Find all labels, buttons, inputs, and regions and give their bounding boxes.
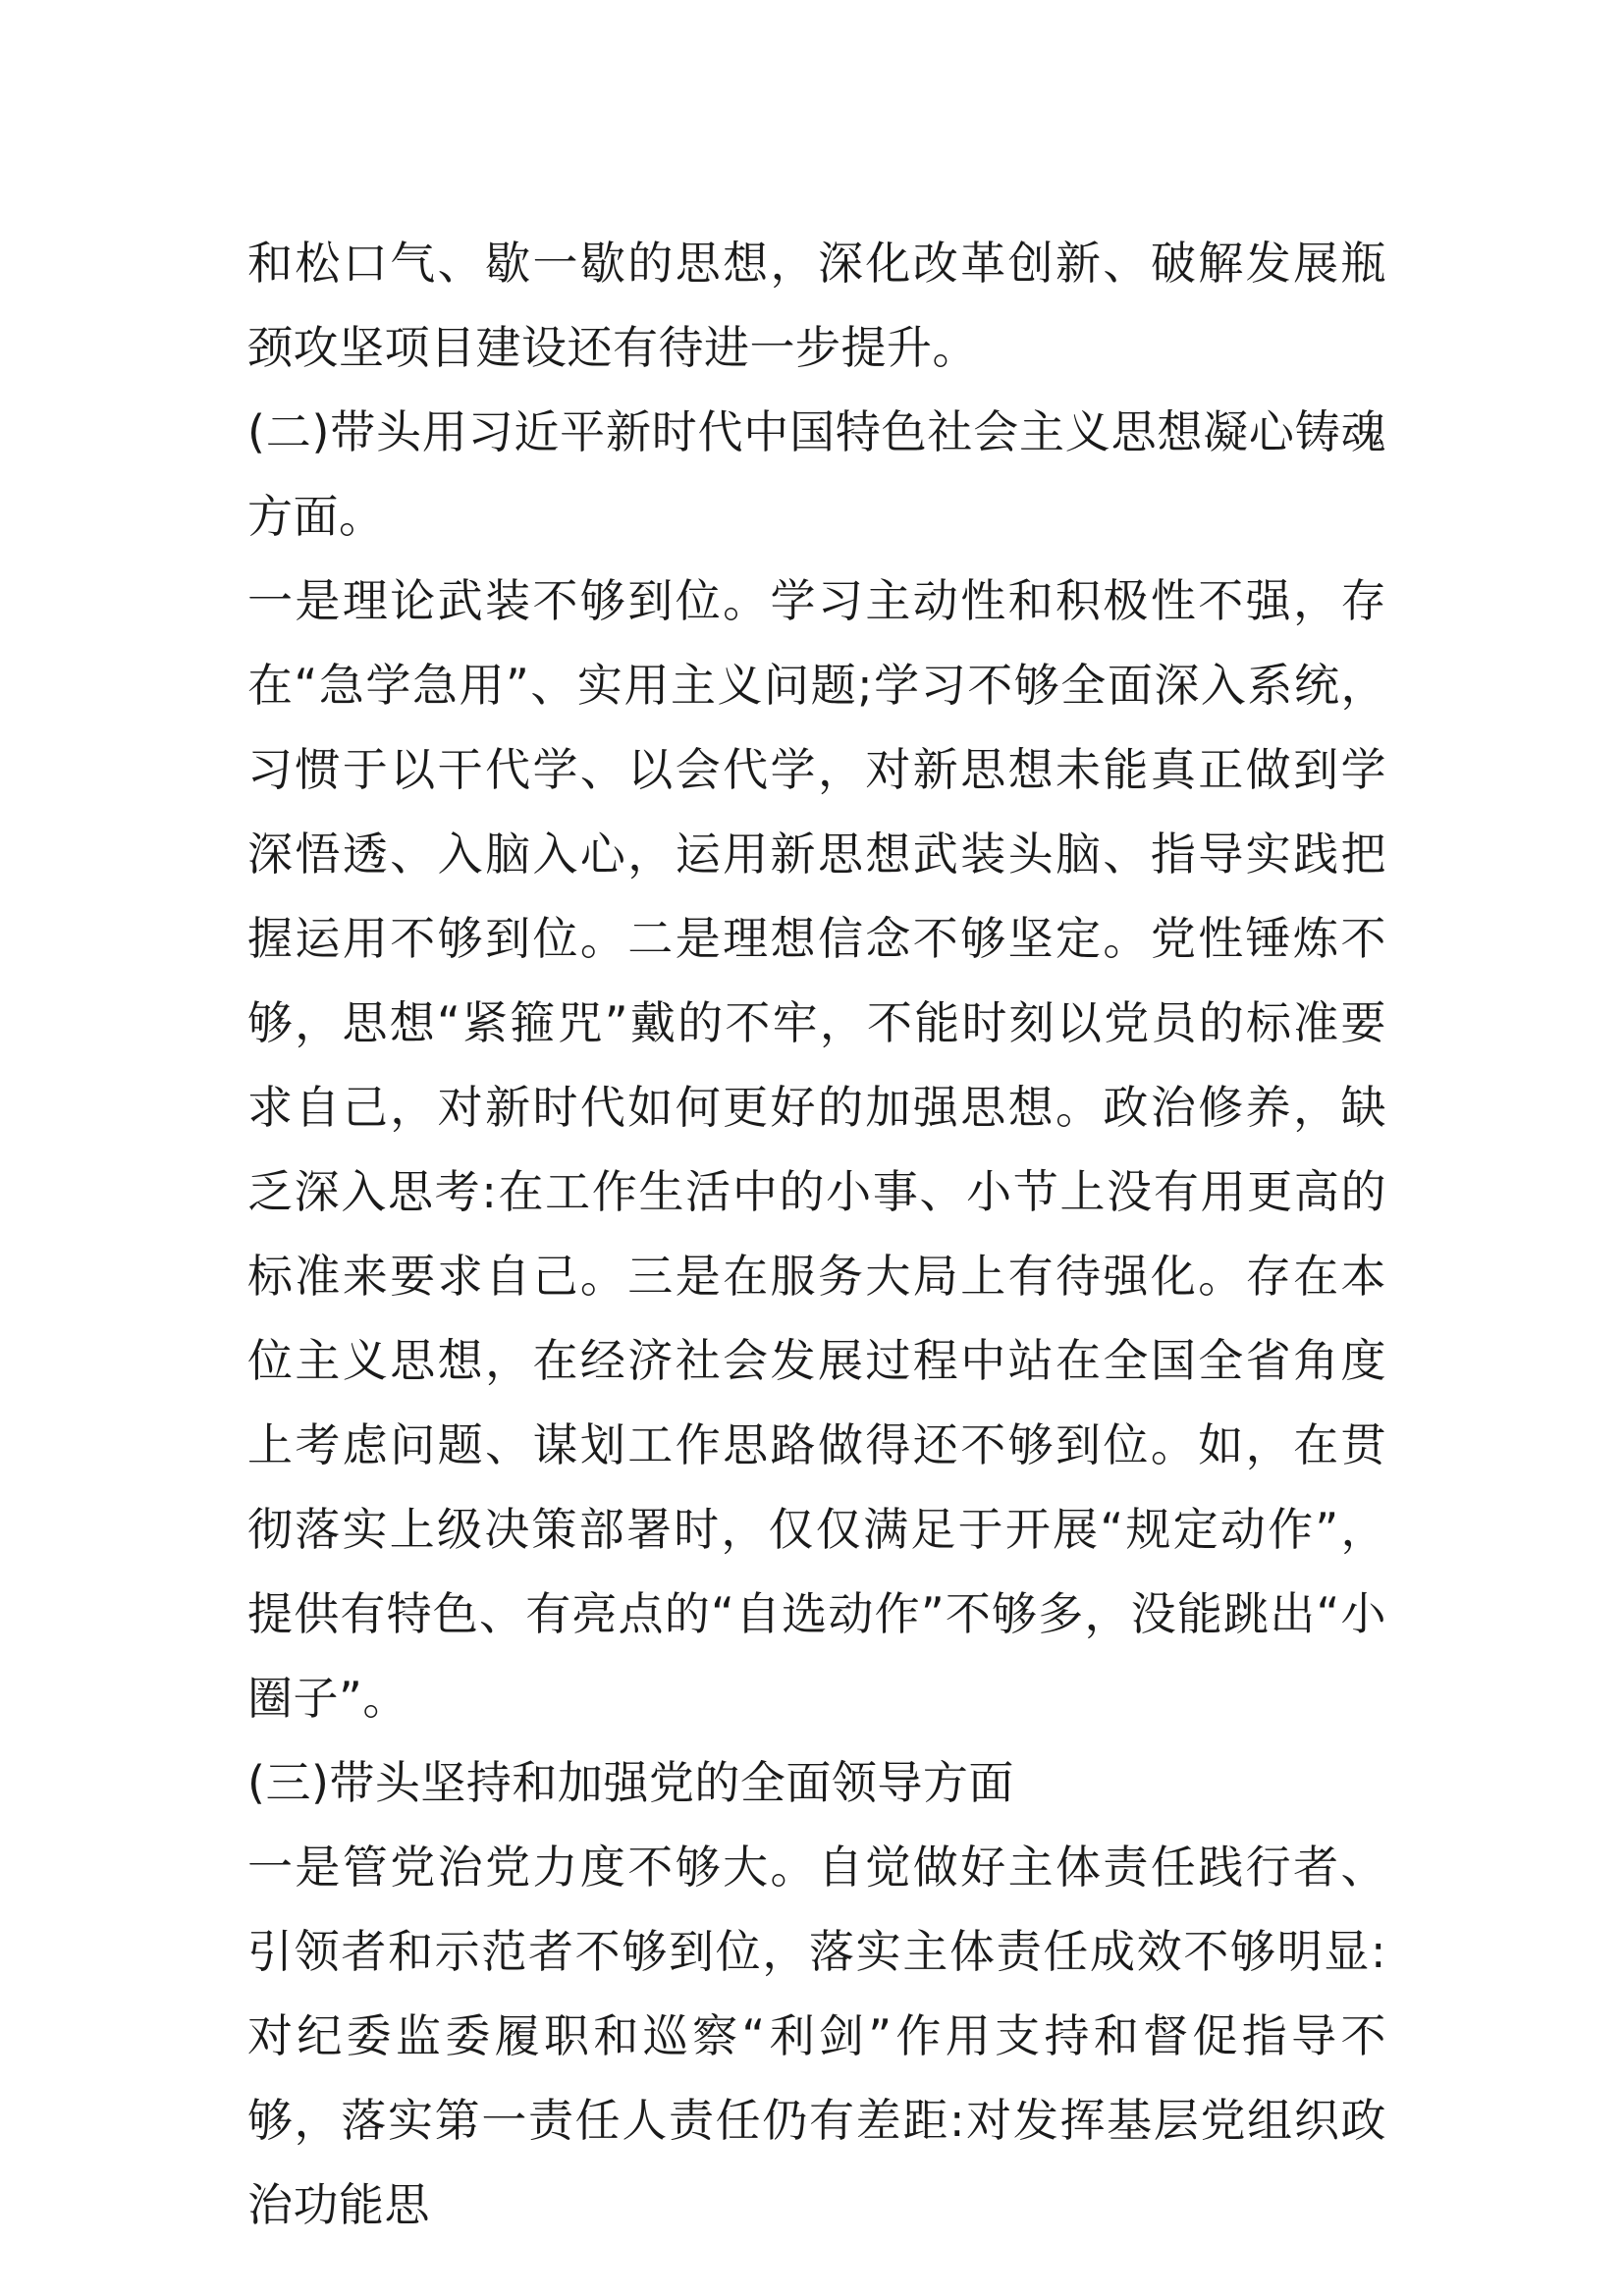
section-heading-2: (二)带头用习近平新时代中国特色社会主义思想凝心铸魂方面。 bbox=[247, 405, 1386, 543]
paragraph-section-2-body: 一是理论武装不够到位。学习主动性和积极性不强，存在“急学急用”、实用主义问题;学习不够全面深入系统，习惯于以干代学、以会代学，对新思想未能真正做到学深悟透、入脑入心，运用新思想武装头脑、指导实践把握运用不够到位。二是理想信念不够坚定。党性锤炼不够，思想“紧箍咒”戴的不牢，不能时刻以党员的标准要求自己，对新时代如何更好的加强思想。政治修养，缺乏深入思考:在工作生活中的小事、小节上没有用更高的标准来要求自己。三是在服务大局上有待强化。存在本位主义思想，在经济社会发展过程中站在全国全省角度上考虑问题、谋划工作思路做得还不够到位。如，在贯彻落实上级决策部署时，仅仅满足于开展“规定动作”，提供有特色、有亮点的“自选动作”不够多，没能跳出“小圈子”。 bbox=[247, 574, 1386, 1725]
paragraph-section-3-body: 一是管党治党力度不够大。自觉做好主体责任践行者、引领者和示范者不够到位，落实主体责任成效不够明显:对纪委监委履职和巡察“利剑”作用支持和督促指导不够，落实第一责任人责任仍有差距:对发挥基层党组织政治功能思 bbox=[247, 1841, 1386, 2231]
paragraph-continuation: 和松口气、歇一歇的思想，深化改革创新、破解发展瓶颈攻坚项目建设还有待进一步提升。 bbox=[247, 237, 1386, 374]
document-body bbox=[247, 221, 1386, 2247]
section-heading-3: (三)带头坚持和加强党的全面领导方面 bbox=[247, 1756, 1014, 1809]
